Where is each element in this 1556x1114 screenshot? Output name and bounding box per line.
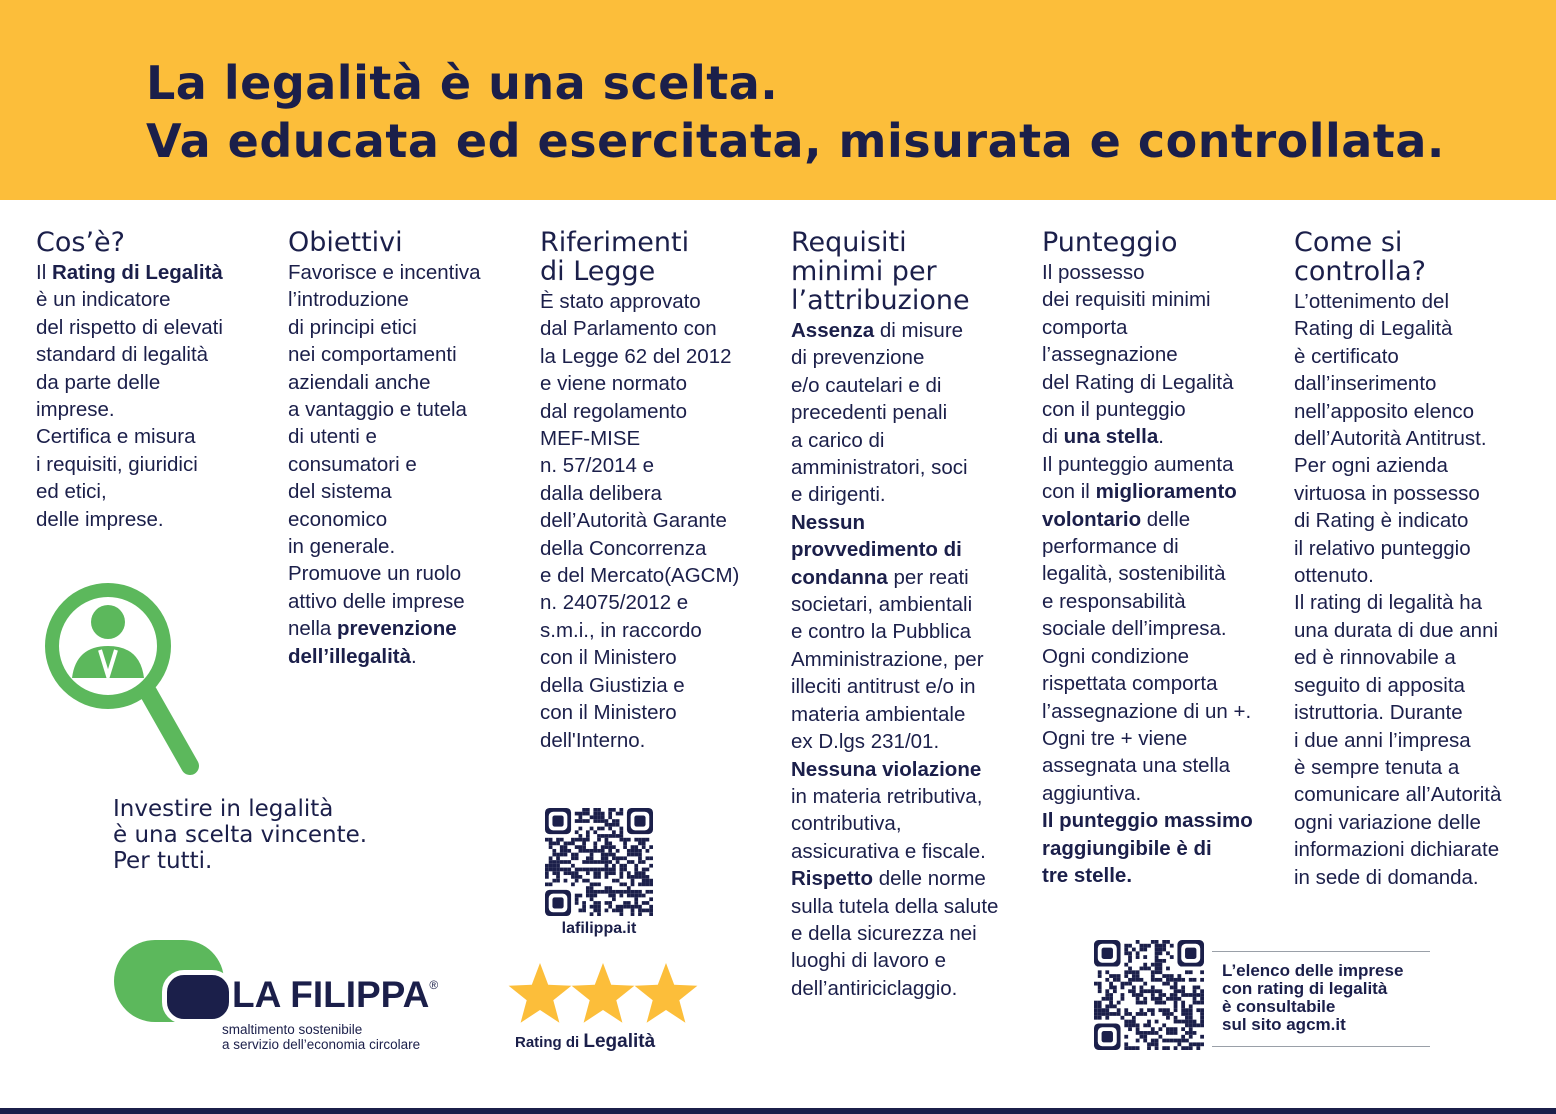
text: in materia retributiva, contributiva, assicurativa e fiscale. xyxy=(791,784,986,863)
star-icon xyxy=(635,963,698,1023)
magnifier-person-icon xyxy=(40,580,210,780)
bold-text: Il punteggio massimo raggiungibile è di tre stelle. xyxy=(1042,809,1253,887)
column-body xyxy=(791,317,1027,1002)
text: è un indicatore del rispetto di elevati standard di legalità da parte delle imprese. Certifica e misura i requisiti, giuridici ed etici, delle imprese. xyxy=(36,288,223,531)
bold-text: miglioramento volontario xyxy=(1042,480,1237,531)
column-riferimenti xyxy=(540,228,776,754)
text: per reati societari, ambientali e contro la Pubblica Amministrazione, per illeciti antitrust e/o in materia ambientale ex D.lgs 231/01. xyxy=(791,565,984,754)
bold-text: Rispetto xyxy=(791,867,873,891)
bold-text: una stella xyxy=(1063,425,1159,449)
text: delle norme sulla tutela della salute e della sicurezza nei luoghi di lavoro e dell’antiriciclaggio. xyxy=(791,867,999,1000)
column-body xyxy=(1294,288,1530,891)
column-come-si-controlla xyxy=(1294,228,1530,891)
column-body xyxy=(288,259,524,670)
bottom-rule xyxy=(0,1108,1556,1114)
bold-text: Rating di Legalità xyxy=(51,261,223,284)
column-requisiti xyxy=(791,228,1027,1002)
column-title: Requisiti minimi per l’attribuzione xyxy=(791,227,970,316)
column-title: Obiettivi xyxy=(288,227,403,258)
header-banner xyxy=(0,0,1556,200)
column-obiettivi xyxy=(288,228,524,670)
bold-text: Nessuna violazione xyxy=(791,757,982,781)
headline-line-2: Va educata ed esercitata, misurata e controllata. xyxy=(146,114,1445,168)
text: Il possesso dei requisiti minimi comporta l’assegnazione del Rating di Legalità con il punteggio di xyxy=(1042,261,1234,449)
qr-code-icon[interactable] xyxy=(1094,940,1204,1050)
text: L’ottenimento del Rating di Legalità è certificato dall’inserimento nell’apposito elenco dell’Autorità Antitrust. Per ogni azienda virtuosa in possesso di Rating è indicato il relativo punteggio ottenuto. Il rating di legalità ha una durata di due anni ed è rinnovabile a seguito di apposita istruttoria. Durante i due anni l’impresa è sempre tenuta a comunicare all’Autorità ogni variazione delle informazioni dichiarate in sede di domanda. xyxy=(1294,290,1502,889)
text: . xyxy=(411,644,417,668)
logo-tagline: smaltimento sostenibile a servizio dell’economia circolare xyxy=(222,1022,421,1052)
column-title: Cos’è? xyxy=(36,227,125,258)
column-title: Punteggio xyxy=(1042,227,1178,258)
text: delle performance di legalità, sostenibilità e responsabilità sociale dell’impresa. Ogni condizione rispettata comporta l’assegnazione di un +. Ogni tre + viene assegnata una stella aggiuntiva. xyxy=(1042,507,1252,805)
bold-text: Assenza xyxy=(791,319,875,342)
agcm-note-box xyxy=(1212,951,1430,1047)
column-cose xyxy=(36,228,272,533)
column-body xyxy=(1042,259,1278,889)
text: Il xyxy=(36,261,52,284)
agcm-note: L’elenco delle imprese con rating di legalità è consultabile sul sito agcm.it xyxy=(1222,961,1404,1034)
headline-line-1: La legalità è una scelta. xyxy=(146,56,779,110)
star-icon xyxy=(509,963,572,1023)
text: Favorisce e incentiva l’introduzione di principi etici nei comportamenti aziendali anche a vantaggio e tutela di utenti e consumatori e del sistema economico in generale. Promuove un ruolo attivo delle imprese nella xyxy=(288,261,481,641)
text: . Il punteggio aumenta con il xyxy=(1042,425,1234,504)
text: di misure di prevenzione e/o cautelari e di precedenti penali a carico di amministratori, soci e dirigenti. xyxy=(791,319,968,507)
logo-brand: LA FILIPPA® xyxy=(232,974,439,1015)
slogan: Investire in legalità è una scelta vincente. Per tutti. xyxy=(113,796,368,874)
qr-code-icon[interactable] xyxy=(545,808,653,916)
rating-stars xyxy=(508,960,698,1030)
qr-site-label: lafilippa.it xyxy=(561,920,637,937)
column-body xyxy=(36,259,272,533)
column-title: Come si controlla? xyxy=(1294,227,1426,287)
column-punteggio xyxy=(1042,228,1278,889)
bold-text: Nessun provvedimento di condanna xyxy=(791,510,962,589)
la-filippa-logo xyxy=(114,940,464,1055)
star-icon xyxy=(572,963,635,1023)
text: È stato approvato dal Parlamento con la Legge 62 del 2012 e viene normato dal regolamento MEF-MISE n. 57/2014 e dalla delibera dell’Autorità Garante della Concorrenza e del Mercato(AGCM) n. 24075/2012 e s.m.i., in raccordo con il Ministero della Giustizia e con il Ministero dell'Interno. xyxy=(540,290,740,752)
logo-inner-oval-icon xyxy=(162,970,234,1024)
bold-text: prevenzione dell’illegalità xyxy=(288,617,457,668)
column-title: Riferimenti di Legge xyxy=(540,227,690,287)
rating-label: Rating di Legalità xyxy=(515,1031,656,1052)
column-body xyxy=(540,288,776,754)
